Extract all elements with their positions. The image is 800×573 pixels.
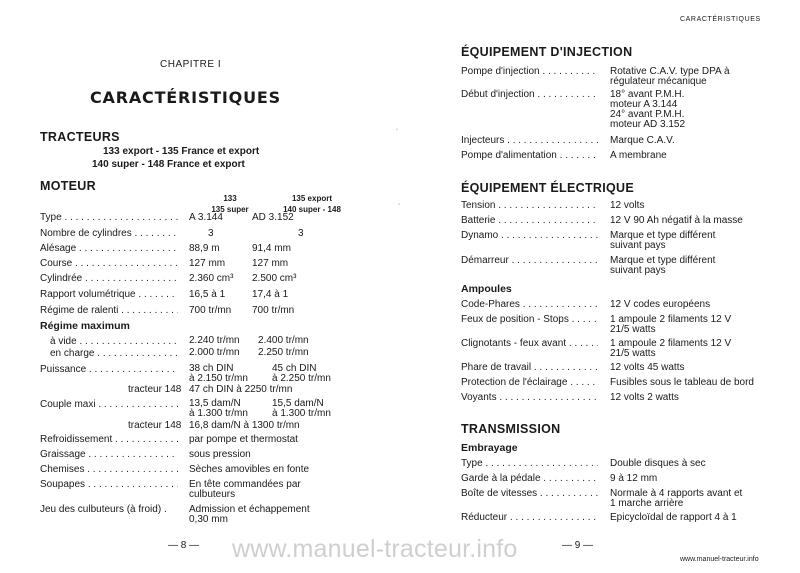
spec-value: 18° avant P.M.H. moteur A 3.144 24° avant P.M.H. moteur AD 3.152 bbox=[610, 89, 686, 130]
spec-label: Code-Phares . . . bbox=[461, 299, 598, 311]
spec-label: Protection de l'éclairage . . . bbox=[461, 377, 598, 389]
spec-value-col1: 88,9 m bbox=[189, 243, 220, 254]
scan-mark: ʼ bbox=[396, 128, 398, 137]
spec-value: Admission et échappement 0,30 mm bbox=[189, 504, 310, 525]
spec-label: Garde à la pédale . . . bbox=[461, 473, 598, 485]
spec-value: 1 ampoule 2 filaments 12 V 21/5 watts bbox=[610, 338, 732, 359]
spec-value: Fusibles sous le tableau de bord bbox=[610, 377, 754, 388]
spec-label: Phare de travail . . . bbox=[461, 362, 598, 374]
spec-value-col1: 2.360 cm³ bbox=[189, 273, 234, 284]
spec-row bbox=[461, 338, 781, 359]
spec-value: 1 ampoule 2 filaments 12 V 21/5 watts bbox=[610, 314, 732, 335]
left-page bbox=[40, 0, 400, 573]
puissance-v1 bbox=[189, 364, 248, 384]
spec-row bbox=[461, 299, 781, 313]
page-number-right: — 9 — bbox=[562, 540, 594, 551]
spec-value-col2: 2.500 cm³ bbox=[252, 273, 297, 284]
regime-en-charge-v2: 2.250 tr/mn bbox=[258, 347, 309, 358]
spec-value: Double disques à sec bbox=[610, 458, 706, 469]
spec-row bbox=[461, 150, 781, 164]
scan-mark: ˻ bbox=[398, 196, 401, 205]
spec-value: Rotative C.A.V. type DPA à régulateur mécanique bbox=[610, 66, 730, 87]
couple-row bbox=[40, 398, 400, 419]
spec-value: Epicycloïdal de rapport 4 à 1 bbox=[610, 512, 737, 523]
running-header: CARACTÉRISTIQUES bbox=[680, 16, 761, 23]
puissance-row bbox=[40, 363, 400, 384]
moteur-row bbox=[40, 243, 400, 257]
couple-v1a: 13,5 dam/N bbox=[189, 398, 241, 409]
couple-v1 bbox=[189, 399, 248, 419]
spec-value-col1: 127 mm bbox=[189, 258, 226, 269]
spec-label: Type . . . bbox=[461, 458, 598, 470]
spec-value: 12 volts 45 watts bbox=[610, 362, 685, 373]
spec-label: Démarreur . . . bbox=[461, 255, 598, 267]
spec-value: 12 volts bbox=[610, 200, 645, 211]
spec-label: Batterie . . . bbox=[461, 215, 598, 227]
couple-v1b: à 1.300 tr/mn bbox=[189, 408, 248, 419]
tracteurs-line2: 140 super - 148 France et export bbox=[92, 159, 245, 170]
spec-row bbox=[461, 473, 781, 487]
puissance-v2 bbox=[272, 364, 331, 384]
couple-v2a: 15,5 dam/N bbox=[272, 398, 324, 409]
engine-misc-row bbox=[40, 434, 400, 448]
spec-label: Clignotants - feux avant . . . bbox=[461, 338, 598, 350]
couple-v2b: à 1.300 tr/mn bbox=[272, 408, 331, 419]
spec-label: Alésage . . . bbox=[40, 243, 178, 255]
spec-row bbox=[461, 230, 781, 251]
engine-misc-row bbox=[40, 449, 400, 463]
spec-value: A membrane bbox=[610, 150, 667, 161]
spec-label: Tension . . . bbox=[461, 200, 598, 212]
page-title: CARACTÉRISTIQUES bbox=[90, 88, 281, 107]
spec-row bbox=[461, 377, 781, 391]
spec-label: Chemises . . . bbox=[40, 464, 178, 476]
spec-label: Pompe d'alimentation . . . bbox=[461, 150, 598, 162]
moteur-row bbox=[40, 289, 400, 303]
spec-value: Marque C.A.V. bbox=[610, 135, 675, 146]
transmission-heading: TRANSMISSION bbox=[461, 422, 561, 436]
spec-value-col1: 700 tr/mn bbox=[189, 305, 232, 316]
spec-value-col2: 700 tr/mn bbox=[252, 305, 295, 316]
spec-label: Régime de ralenti . . . bbox=[40, 305, 178, 317]
regime-a-vide-v2: 2.400 tr/mn bbox=[258, 335, 309, 346]
spec-row bbox=[461, 512, 781, 526]
spec-label: Rapport volumétrique . . . bbox=[40, 289, 178, 301]
spec-label: Pompe d'injection . . . bbox=[461, 66, 598, 78]
spec-row bbox=[461, 488, 781, 509]
regime-en-charge-row bbox=[40, 348, 400, 362]
spec-value: 9 à 12 mm bbox=[610, 473, 658, 484]
spec-label: Injecteurs . . . bbox=[461, 135, 598, 147]
moteur-heading: MOTEUR bbox=[40, 179, 96, 193]
spec-value-col2: 91,4 mm bbox=[252, 243, 291, 254]
spec-value: Marque et type différent suivant pays bbox=[610, 255, 716, 276]
spec-value-col2: 3 bbox=[298, 228, 304, 239]
electrique-heading: ÉQUIPEMENT ÉLECTRIQUE bbox=[461, 181, 634, 195]
spec-value: 12 V codes européens bbox=[610, 299, 711, 310]
watermark-url: www.manuel-tracteur.info bbox=[232, 535, 518, 563]
couple-t148-label: tracteur 148 bbox=[128, 420, 182, 431]
spec-value-col1: 16,5 à 1 bbox=[189, 289, 226, 300]
ampoules-heading: Ampoules bbox=[461, 283, 512, 295]
puissance-v2b: à 2.250 tr/mn bbox=[272, 373, 331, 384]
spec-label: Feux de position - Stops . . . bbox=[461, 314, 598, 326]
spec-label: Jeu des culbuteurs (à froid) . bbox=[40, 504, 167, 515]
engine-misc-row bbox=[40, 464, 400, 478]
puissance-v1b: à 2.150 tr/mn bbox=[189, 373, 248, 384]
spec-label: Type . . . bbox=[40, 212, 178, 224]
couple-t148-value: 16,8 dam/N à 1300 tr/mn bbox=[189, 420, 300, 431]
puissance-v2a: 45 ch DIN bbox=[272, 363, 317, 374]
spec-value: En tête commandées par culbuteurs bbox=[189, 479, 301, 500]
injection-heading: ÉQUIPEMENT D'INJECTION bbox=[461, 45, 633, 59]
spec-label: Graissage . . . bbox=[40, 449, 178, 461]
spec-value: Normale à 4 rapports avant et 1 marche arrière bbox=[610, 488, 743, 509]
regime-heading: Régime maximum bbox=[40, 320, 130, 332]
spec-value: 12 V 90 Ah négatif à la masse bbox=[610, 215, 743, 226]
spec-value: par pompe et thermostat bbox=[189, 434, 298, 445]
col2-line1: 135 export bbox=[291, 194, 333, 203]
spec-row bbox=[461, 362, 781, 376]
spec-row bbox=[461, 458, 781, 472]
regime-a-vide-label: à vide . . . bbox=[50, 336, 178, 348]
regime-en-charge-v1: 2.000 tr/mn bbox=[189, 347, 240, 358]
spec-row bbox=[461, 255, 781, 276]
spec-value-col1: 3 bbox=[208, 228, 214, 239]
moteur-row bbox=[40, 305, 400, 319]
spec-value-col1: A 3.144 bbox=[189, 212, 223, 223]
spec-label: Refroidissement . . . bbox=[40, 434, 178, 446]
spec-row bbox=[461, 215, 781, 229]
moteur-row bbox=[40, 273, 400, 287]
col2-line2: 140 super - 148 bbox=[283, 205, 341, 214]
regime-en-charge-label: en charge . . . bbox=[50, 348, 178, 360]
spec-value: sous pression bbox=[189, 449, 251, 460]
spec-row bbox=[461, 392, 781, 406]
spec-value-col2: 17,4 à 1 bbox=[252, 289, 289, 300]
spec-label: Nombre de cylindres . . . bbox=[40, 228, 178, 240]
spec-value: Marque et type différent suivant pays bbox=[610, 230, 716, 251]
spec-label: Voyants . . . bbox=[461, 392, 598, 404]
spec-value: 12 volts 2 watts bbox=[610, 392, 679, 403]
spec-value-col2: 127 mm bbox=[252, 258, 289, 269]
page-number-left: — 8 — bbox=[168, 540, 200, 551]
moteur-row bbox=[40, 258, 400, 272]
tracteurs-heading: TRACTEURS bbox=[40, 130, 120, 144]
puissance-label: Puissance . . . bbox=[40, 364, 178, 376]
engine-misc-row bbox=[40, 479, 400, 500]
spec-label: Soupapes . . . bbox=[40, 479, 178, 491]
puissance-t148-label: tracteur 148 bbox=[128, 384, 182, 395]
spec-label: Début d'injection . . . bbox=[461, 89, 598, 101]
col1-line2: 135 super bbox=[211, 205, 249, 214]
puissance-v1a: 38 ch DIN bbox=[189, 363, 234, 374]
moteur-row bbox=[40, 212, 400, 226]
spec-row bbox=[461, 200, 781, 214]
spec-label: Boîte de vitesses . . . bbox=[461, 488, 598, 500]
couple-label: Couple maxi . . . bbox=[40, 399, 178, 411]
regime-a-vide-v1: 2.240 tr/mn bbox=[189, 335, 240, 346]
col1-line1: 133 bbox=[223, 194, 237, 203]
spec-label: Cylindrée . . . bbox=[40, 273, 178, 285]
spec-row bbox=[461, 89, 781, 130]
moteur-row bbox=[40, 228, 400, 242]
spec-row bbox=[461, 135, 781, 149]
right-page bbox=[461, 0, 781, 573]
spec-label: Réducteur . . . bbox=[461, 512, 598, 524]
tracteurs-line1: 133 export - 135 France et export bbox=[103, 146, 260, 157]
couple-v2 bbox=[272, 399, 331, 419]
spec-label: Dynamo . . . bbox=[461, 230, 598, 242]
engine-misc-row bbox=[40, 504, 400, 525]
spec-row bbox=[461, 66, 781, 87]
footer-small-url: www.manuel-tracteur.info bbox=[680, 556, 759, 563]
spec-label: Course . . . bbox=[40, 258, 178, 270]
chapter-label: CHAPITRE I bbox=[160, 59, 222, 70]
spec-value-col2: AD 3.152 bbox=[252, 212, 294, 223]
spec-value: Sèches amovibles en fonte bbox=[189, 464, 310, 475]
embrayage-heading: Embrayage bbox=[461, 442, 518, 454]
puissance-t148-value: 47 ch DIN à 2250 tr/mn bbox=[189, 384, 293, 395]
spec-row bbox=[461, 314, 781, 335]
